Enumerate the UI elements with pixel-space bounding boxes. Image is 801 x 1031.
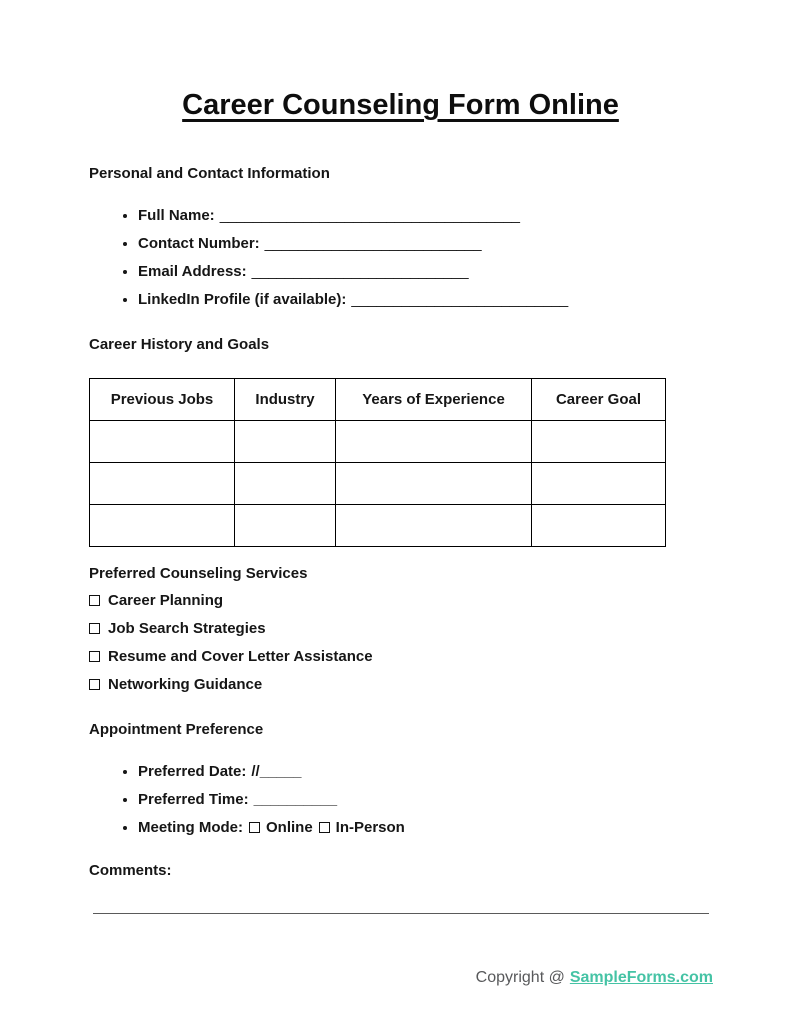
form-field-linkedin-profile [138,286,713,314]
career-history-table [89,378,666,547]
field-label: Meeting Mode: [138,819,243,836]
field-blank-line: __________________________ [264,235,482,252]
checkbox-option-networking-guidance [89,671,713,699]
table-cell [90,421,235,463]
table-row [90,463,666,505]
option-label: Job Search Strategies [108,620,266,637]
table-cell [235,463,336,505]
section-heading-personal-info: Personal and Contact Information [89,165,330,182]
table-cell [532,421,666,463]
preferred-time-item [138,786,713,814]
table-cell [235,505,336,547]
checkbox-icon [89,679,100,690]
table-cell [90,505,235,547]
checkbox-icon [89,651,100,662]
table-cell [336,505,532,547]
table-cell [90,463,235,505]
checkbox-option-resume-cover-letter [89,643,713,671]
form-field-contact-number [138,230,713,258]
option-label: Networking Guidance [108,676,263,693]
mode-option-label: In-Person [335,819,405,836]
section-heading-career-history: Career History and Goals [89,336,270,353]
table-cell [336,463,532,505]
col-header-industry: Industry [235,379,336,421]
field-blank-line: ____________________________________ [219,207,521,224]
meeting-mode-item [138,814,713,842]
field-label: Preferred Time: [138,791,249,808]
table-cell [532,505,666,547]
section-heading-counseling-services: Preferred Counseling Services [89,565,308,582]
option-label: Resume and Cover Letter Assistance [108,648,373,665]
comments-write-line [93,913,709,914]
checkbox-icon [249,822,260,833]
form-field-email-address [138,258,713,286]
form-field-full-name [138,202,713,230]
field-blank-line: __________________________ [351,291,569,308]
services-options-list [89,587,713,699]
section-heading-comments: Comments: [89,862,172,879]
table-row [90,421,666,463]
field-blank-line: //_____ [251,763,302,780]
table-cell [336,421,532,463]
section-heading-appointment-preference: Appointment Preference [89,721,264,738]
page-title: Career Counseling Form Online [182,89,619,121]
checkbox-option-career-planning [89,587,713,615]
copyright-text: Copyright @ [475,969,565,986]
brand-link[interactable]: SampleForms.com [569,969,713,986]
checkbox-icon [89,623,100,634]
col-header-years-of-experience: Years of Experience [336,379,532,421]
checkbox-icon [319,822,330,833]
table-row [90,505,666,547]
field-blank-line: __________________________ [251,263,469,280]
checkbox-icon [89,595,100,606]
table-header-row [90,379,666,421]
col-header-career-goal: Career Goal [532,379,666,421]
mode-option-label: Online [266,819,313,836]
footer [476,966,713,990]
checkbox-option-job-search-strategies [89,615,713,643]
personal-fields-list [89,202,713,314]
table-cell [235,421,336,463]
col-header-previous-jobs: Previous Jobs [90,379,235,421]
field-label: Preferred Date: [138,763,247,780]
preferred-date-item [138,758,713,786]
field-label: Full Name: [138,207,215,224]
option-label: Career Planning [108,592,224,609]
appointment-list [89,758,713,842]
document-body [0,164,801,914]
field-label: LinkedIn Profile (if available): [138,291,347,308]
table-cell [532,463,666,505]
field-blank-line: __________ [253,791,338,808]
field-label: Contact Number: [138,235,260,252]
field-label: Email Address: [138,263,247,280]
